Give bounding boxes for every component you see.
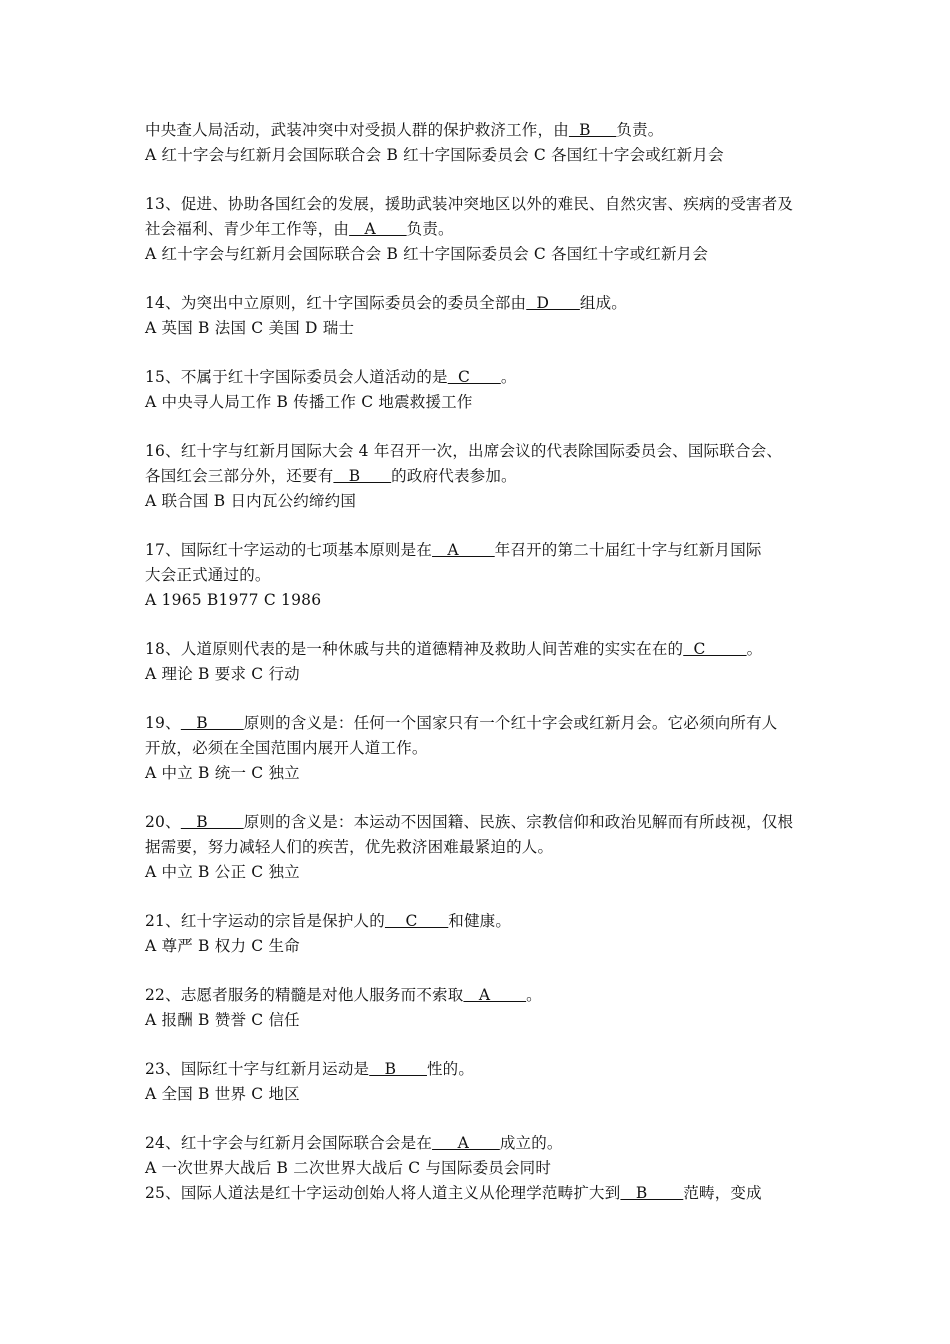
question-text: 25、国际人道法是红十字运动创始人将人道主义从伦理学范畴扩大到 <box>145 1184 621 1202</box>
text-line: A 理论 B 要求 C 行动 <box>145 665 300 683</box>
question-list <box>145 118 815 1206</box>
question-block <box>145 291 815 341</box>
text-line: A 英国 B 法国 C 美国 D 瑞士 <box>145 319 355 337</box>
question-text: 22、志愿者服务的精髓是对他人服务而不索取 <box>145 986 464 1004</box>
question-text-tail: 组成。 <box>579 294 627 312</box>
paragraph-gap <box>145 341 815 365</box>
text-line <box>145 909 815 934</box>
question-text-tail: 成立的。 <box>499 1134 563 1152</box>
question-text: 18、人道原则代表的是一种休戚与共的道德精神及救助人间苦难的实实在在的 <box>145 640 684 658</box>
text-line <box>145 118 815 143</box>
paragraph-gap <box>145 1107 815 1131</box>
text-line: A 红十字会与红新月会国际联合会 B 红十字国际委员会 C 各国红十字或红新月会 <box>145 245 709 263</box>
text-line: A 全国 B 世界 C 地区 <box>145 1085 300 1103</box>
answer-blank: A <box>463 986 527 1004</box>
text-line: 据需要，努力减轻人们的疾苦，优先救济困难最紧迫的人。 <box>145 838 554 856</box>
answer-blank: C <box>447 368 501 386</box>
question-text: 21、红十字运动的宗旨是保护人的 <box>145 912 385 930</box>
question-text: 20、 <box>145 813 181 831</box>
question-text: 24、红十字会与红新月会国际联合会是在 <box>145 1134 433 1152</box>
answer-blank: B <box>620 1184 684 1202</box>
answer-blank: A <box>349 220 407 238</box>
question-text: 社会福利、青少年工作等，由 <box>145 220 350 238</box>
text-line <box>145 810 815 835</box>
question-block <box>145 711 815 786</box>
question-text-tail: 年召开的第二十届红十字与红新月国际 <box>494 541 762 559</box>
paragraph-gap <box>145 885 815 909</box>
question-text-tail: 。 <box>500 368 517 386</box>
text-line <box>145 291 815 316</box>
question-text-tail: 负责。 <box>616 121 664 139</box>
paragraph-gap <box>145 514 815 538</box>
question-text-tail: 范畴，变成 <box>683 1184 762 1202</box>
text-line: 13、促进、协助各国红会的发展，援助武装冲突地区以外的难民、自然灾害、疾病的受害者及 <box>145 195 794 213</box>
text-line <box>145 464 815 489</box>
question-text-tail: 。 <box>746 640 763 658</box>
question-text-tail: 负责。 <box>406 220 454 238</box>
answer-blank: B <box>333 467 392 485</box>
text-line <box>145 1057 815 1082</box>
paragraph-gap <box>145 168 815 192</box>
document-page <box>145 118 815 1206</box>
paragraph-gap <box>145 267 815 291</box>
paragraph-gap <box>145 786 815 810</box>
answer-blank: B <box>568 121 617 139</box>
question-block <box>145 365 815 415</box>
question-block <box>145 637 815 687</box>
answer-blank: C <box>384 912 449 930</box>
text-line <box>145 711 815 736</box>
question-text-tail: 原则的含义是：任何一个国家只有一个红十字会或红新月会。它必须向所有人 <box>243 714 778 732</box>
answer-blank: B <box>180 714 244 732</box>
answer-blank: A <box>432 1134 500 1152</box>
text-line: 开放，必须在全国范围内展开人道工作。 <box>145 739 428 757</box>
question-text: 23、国际红十字与红新月运动是 <box>145 1060 370 1078</box>
question-text: 14、为突出中立原则，红十字国际委员会的委员全部由 <box>145 294 527 312</box>
text-line: 16、红十字与红新月国际大会 4 年召开一次，出席会议的代表除国际委员会、国际联合会、 <box>145 442 783 460</box>
text-line: A 中央寻人局工作 B 传播工作 C 地震救援工作 <box>145 393 473 411</box>
text-line <box>145 1181 815 1206</box>
paragraph-gap <box>145 415 815 439</box>
text-line: A 中立 B 公正 C 独立 <box>145 863 300 881</box>
question-text-tail: 原则的含义是：本运动不因国籍、民族、宗教信仰和政治见解而有所歧视，仅根 <box>243 813 794 831</box>
text-line <box>145 217 815 242</box>
paragraph-gap <box>145 687 815 711</box>
text-line: A 联合国 B 日内瓦公约缔约国 <box>145 492 357 510</box>
paragraph-gap <box>145 613 815 637</box>
text-line <box>145 365 815 390</box>
text-line: A 红十字会与红新月会国际联合会 B 红十字国际委员会 C 各国红十字会或红新月会 <box>145 146 724 164</box>
question-block <box>145 118 815 168</box>
text-line: A 尊严 B 权力 C 生命 <box>145 937 300 955</box>
question-text-tail: 。 <box>526 986 542 1004</box>
text-line: 大会正式通过的。 <box>145 566 271 584</box>
answer-blank: B <box>180 813 244 831</box>
text-line: A 1965 B1977 C 1986 <box>145 591 322 609</box>
question-text: 各国红会三部分外，还要有 <box>145 467 334 485</box>
question-block <box>145 810 815 885</box>
text-line: A 一次世界大战后 B 二次世界大战后 C 与国际委员会同时 <box>145 1159 552 1177</box>
question-text: 19、 <box>145 714 181 732</box>
text-line <box>145 538 815 563</box>
text-line: A 中立 B 统一 C 独立 <box>145 764 300 782</box>
question-block <box>145 983 815 1033</box>
question-text: 中央查人局活动，武装冲突中对受损人群的保护救济工作，由 <box>145 121 569 139</box>
question-block <box>145 439 815 514</box>
text-line: A 报酬 B 赞誉 C 信任 <box>145 1011 300 1029</box>
paragraph-gap <box>145 959 815 983</box>
answer-blank: D <box>526 294 580 312</box>
text-line <box>145 983 815 1008</box>
question-block <box>145 192 815 267</box>
question-text: 17、国际红十字运动的七项基本原则是在 <box>145 541 433 559</box>
question-text-tail: 性的。 <box>426 1060 475 1078</box>
question-text-tail: 的政府代表参加。 <box>391 467 517 485</box>
answer-blank: A <box>432 541 495 559</box>
answer-blank: B <box>369 1060 427 1078</box>
text-line <box>145 637 815 662</box>
question-text-tail: 和健康。 <box>448 912 512 930</box>
question-block <box>145 1131 815 1206</box>
answer-blank: C <box>683 640 747 658</box>
question-block <box>145 538 815 613</box>
question-block <box>145 1057 815 1107</box>
question-text: 15、不属于红十字国际委员会人道活动的是 <box>145 368 448 386</box>
paragraph-gap <box>145 1033 815 1057</box>
question-block <box>145 909 815 959</box>
text-line <box>145 1131 815 1156</box>
